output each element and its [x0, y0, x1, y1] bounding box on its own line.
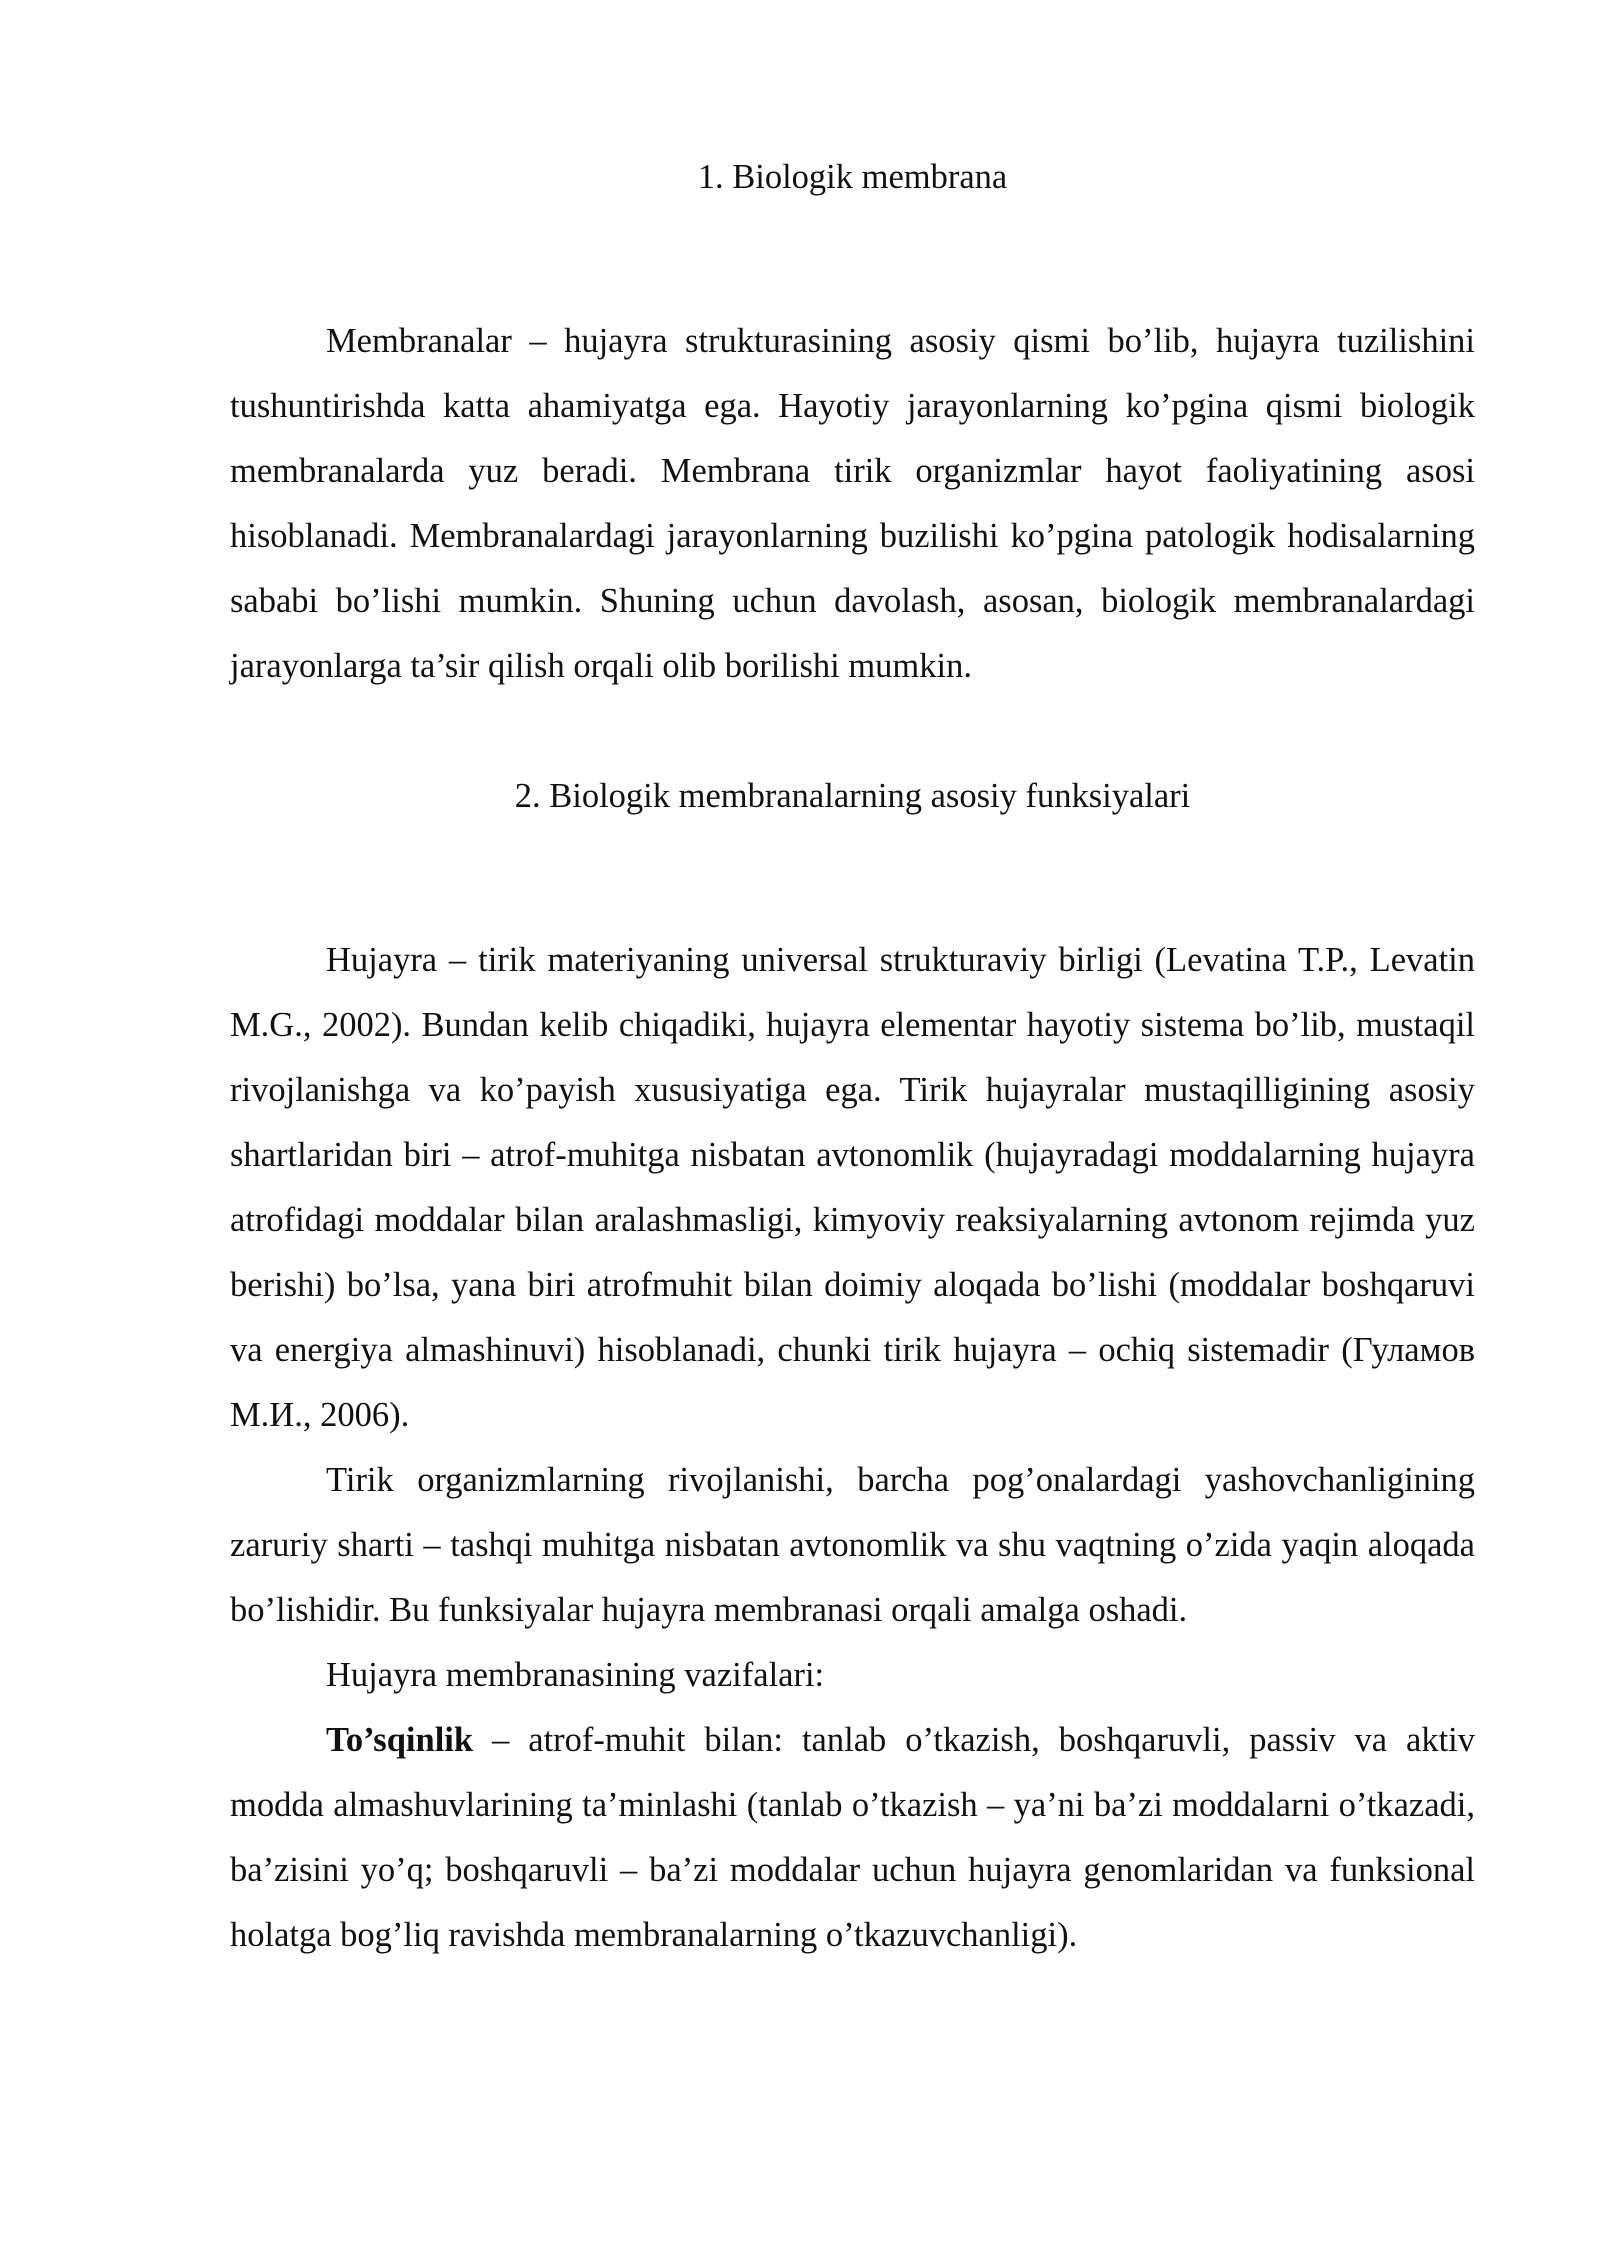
section-2-paragraph-2: Tirik organizmlarning rivojlanishi, barcha pog’onalardagi yashovchanligining zaruriy sharti – tashqi muhitga nisbatan avtonomlik va shu vaqtning o’zida yaqin aloqada bo’lishidir. Bu funksiyalar hujayra membranasi orqali amalga oshadi.	[230, 1461, 1475, 1629]
section-2-paragraph-1: Hujayra – tirik materiyaning universal strukturaviy birligi (Levatina T.P., Levatin M.G., 2002). Bundan kelib chiqadiki, hujayra elementar hayotiy sistema bo’lib, mustaqil rivojlanishga va ko’payish xususiyatiga ega. Tirik hujayralar mustaqilligining asosiy shartlaridan biri – atrof-muhitga nisbatan avtonomlik (hujayradagi moddalarning hujayra atrofidagi moddalar bilan aralashmasligi, kimyoviy reaksiyalarning avtonom rejimda yuz berishi) bo’lsa, yana biri atrofmuhit bilan doimiy aloqada bo’lishi (moddalar boshqaruvi va energiya almashinuvi) hisoblanadi, chunki tirik hujayra – ochiq sistemadir (Гуламов М.И., 2006).	[230, 941, 1475, 1434]
section-2-paragraph-3: Hujayra membranasining vazifalari:	[326, 1656, 825, 1694]
term-tosqinlik: To’sqinlik	[326, 1721, 474, 1759]
section-2-paragraph-4-text: – atrof-muhit bilan: tanlab o’tkazish, boshqaruvli, passiv va aktiv modda almashuvlarining ta’minlashi (tanlab o’tkazish – ya’ni ba’zi moddalarni o’tkazadi, ba’zisini yo’q; boshqaruvli – ba’zi moddalar uchun hujayra genomlaridan va funksional holatga bog’liq ravishda membranalarning o’tkazuvchanligi).	[230, 1721, 1475, 1954]
section-1-heading: 1. Biologik membrana	[697, 158, 1008, 196]
page-content	[230, 145, 1475, 1968]
section-1-paragraph: Membranalar – hujayra strukturasining asosiy qismi bo’lib, hujayra tuzilishini tushuntirishda katta ahamiyatga ega. Hayotiy jarayonlarning ko’pgina qismi biologik membranalarda yuz beradi. Membrana tirik organizmlar hayot faoliyatining asosi hisoblanadi. Membranalardagi jarayonlarning buzilishi ko’pgina patologik hodisalarning sababi bo’lishi mumkin. Shuning uchun davolash, asosan, biologik membranalardagi jarayonlarga ta’sir qilish orqali olib borilishi mumkin.	[230, 322, 1475, 685]
section-2-paragraph-4	[230, 1708, 1475, 1968]
section-2-heading: 2. Biologik membranalarning asosiy funksiyalari	[514, 777, 1191, 815]
